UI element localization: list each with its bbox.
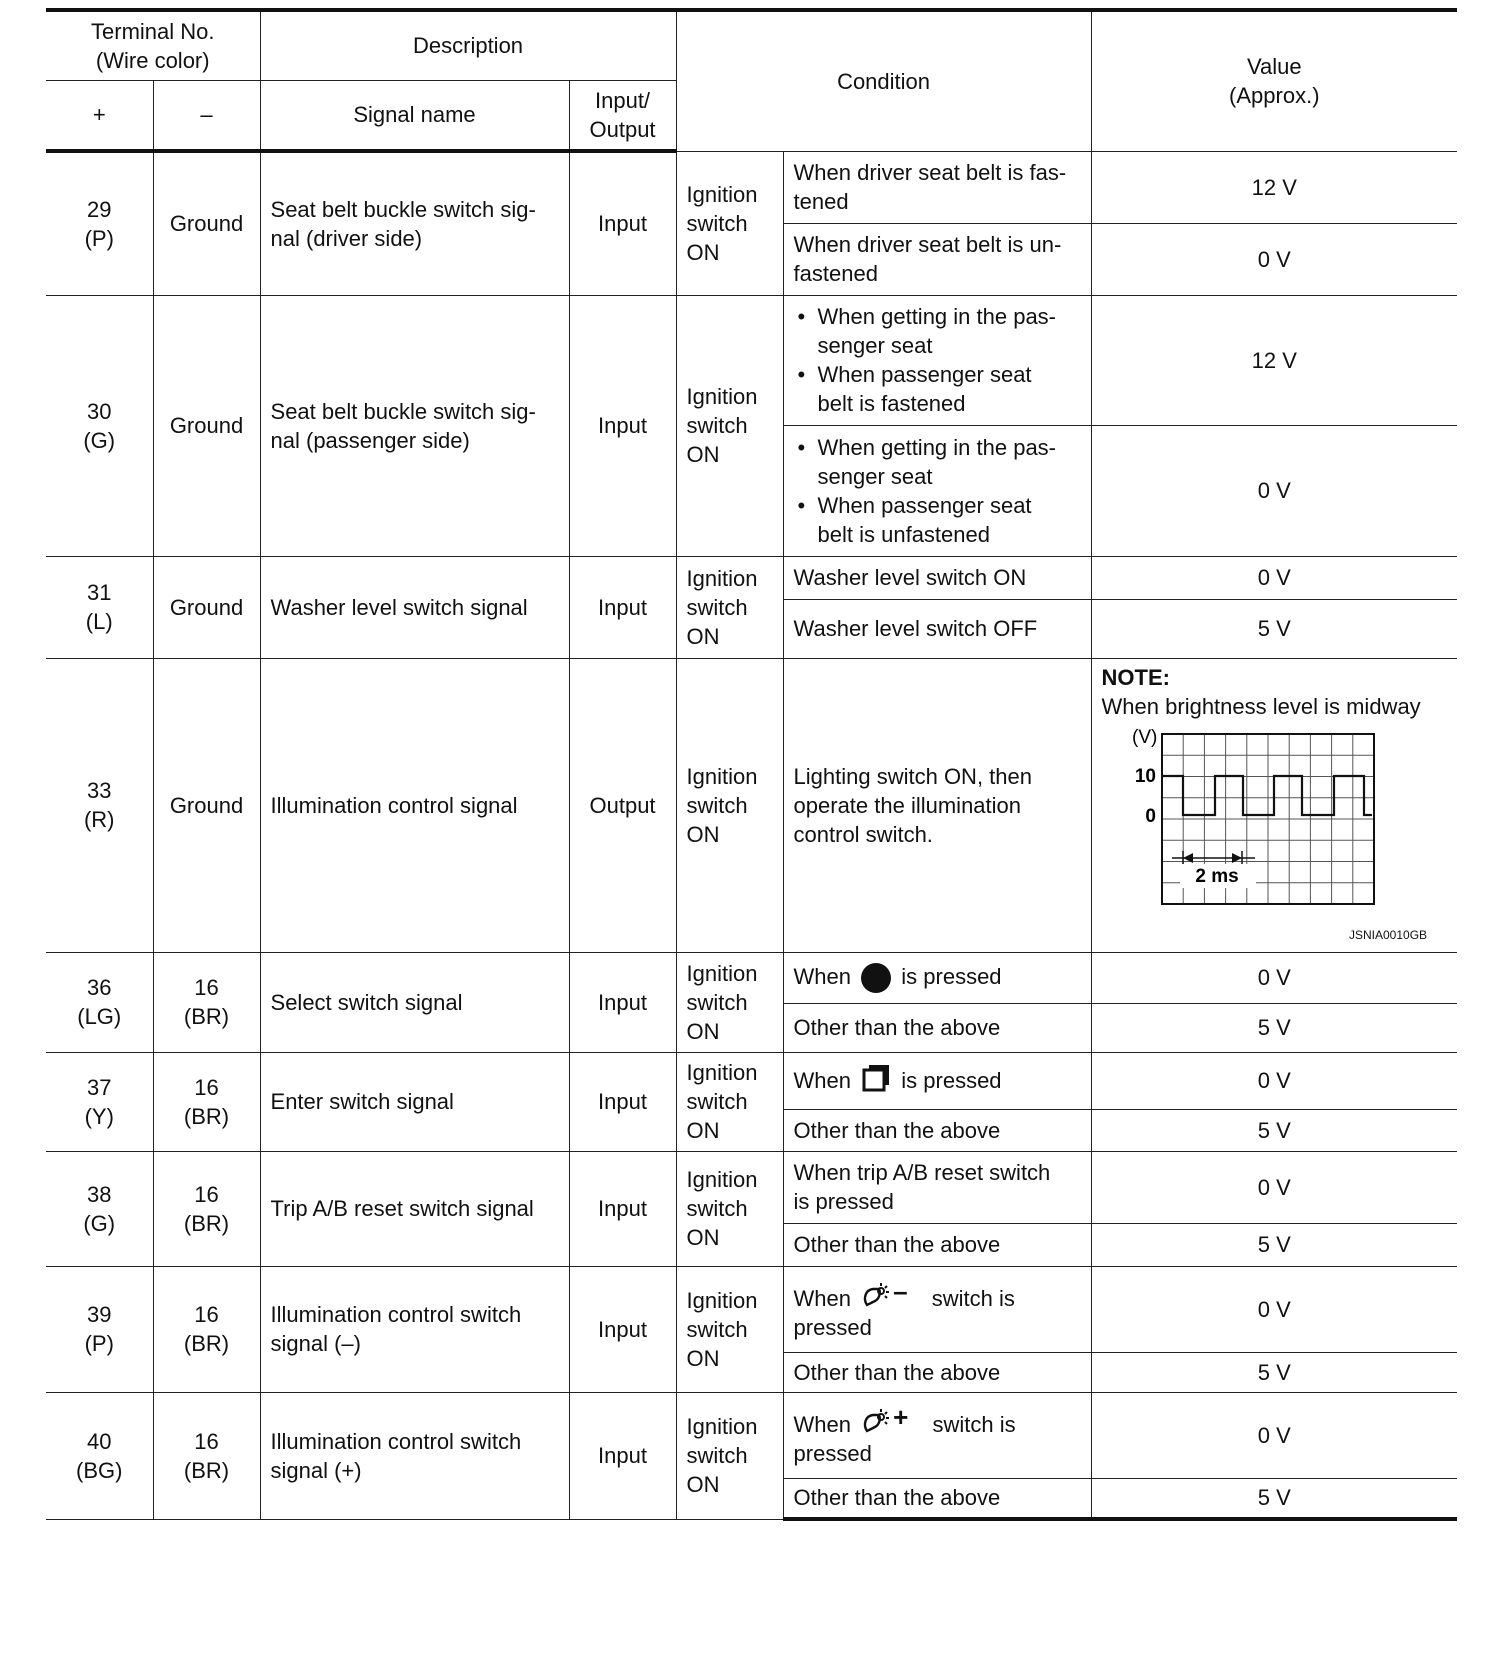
signal-name: Select switch signal [260,952,569,1052]
input-output: Input [569,1392,676,1519]
signal-name: Trip A/B reset switch signal [260,1151,569,1266]
value: 5 V [1091,599,1457,658]
note-title: NOTE: [1101,664,1170,690]
ignition-condition: Ignition switch ON [676,151,783,295]
bullet-item: • When passenger seat belt is fastened [794,360,1081,418]
terminal-plus: 36 (LG) [46,952,153,1052]
terminal-plus: 40 (BG) [46,1392,153,1519]
condition: When – switch is pressed [783,1266,1091,1352]
condition: When is pressed [783,1052,1091,1109]
table-row [46,295,1457,425]
value: 0 V [1091,952,1457,1003]
waveform-svg [1102,721,1442,927]
condition: Washer level switch OFF [783,599,1091,658]
waveform-unit: (V) [1131,726,1157,748]
input-output: Input [569,295,676,556]
signal-name: Washer level switch signal [260,556,569,658]
value: 5 V [1091,1223,1457,1266]
header-minus: – [153,80,260,151]
terminal-minus: Ground [153,658,260,952]
ignition-condition: Ignition switch ON [676,658,783,952]
terminal-plus: 29 (P) [46,151,153,295]
value: 0 V [1091,1052,1457,1109]
table-row [46,1151,1457,1223]
condition: When + switch is pressed [783,1392,1091,1478]
table-row [46,151,1457,223]
ignition-condition: Ignition switch ON [676,1392,783,1519]
condition: Other than the above [783,1352,1091,1392]
waveform-y-high: 10 [1134,765,1156,787]
condition: Other than the above [783,1223,1091,1266]
input-output: Input [569,151,676,295]
terminal-plus: 30 (G) [46,295,153,556]
value: 12 V [1091,151,1457,223]
bullet-item: • When passenger seat belt is unfastened [794,491,1081,549]
header-terminal: Terminal No. (Wire color) [46,10,260,80]
header-input-output: Input/ Output [569,80,676,151]
input-output: Output [569,658,676,952]
ignition-condition: Ignition switch ON [676,1266,783,1392]
square-icon [861,1063,891,1093]
terminal-plus: 31 (L) [46,556,153,658]
signal-name: Enter switch signal [260,1052,569,1151]
signal-name: Illumination control signal [260,658,569,952]
value: 0 V [1091,1151,1457,1223]
condition: Washer level switch ON [783,556,1091,599]
sign-plus: + [893,1401,909,1432]
signal-name: Illumination control switch signal (–) [260,1266,569,1392]
table-row [46,1392,1457,1478]
ignition-condition: Ignition switch ON [676,1052,783,1151]
table-row [46,556,1457,599]
illumination-minus-icon [861,1281,893,1309]
illumination-plus-icon [861,1407,893,1435]
terminal-spec-table [46,8,1457,1521]
header-value: Value (Approx.) [1091,10,1457,151]
ignition-condition: Ignition switch ON [676,1151,783,1266]
waveform-period-label: 2 ms [1194,865,1239,887]
terminal-minus: 16 (BR) [153,1392,260,1519]
value-note [1091,658,1457,952]
header-description: Description [260,10,676,80]
table-row [46,1266,1457,1352]
input-output: Input [569,952,676,1052]
condition: Lighting switch ON, then operate the illumination control switch. [783,658,1091,952]
condition: When trip A/B reset switch is pressed [783,1151,1091,1223]
signal-name: Seat belt buckle switch sig- nal (driver side) [260,151,569,295]
condition: When driver seat belt is fas- tened [783,151,1091,223]
value: 5 V [1091,1109,1457,1151]
value: 0 V [1091,425,1457,556]
header-condition: Condition [676,10,1091,151]
value: 5 V [1091,1352,1457,1392]
terminal-minus: 16 (BR) [153,1052,260,1151]
condition [783,295,1091,425]
waveform-y-low: 0 [1144,805,1156,827]
value: 5 V [1091,1478,1457,1519]
value: 0 V [1091,1392,1457,1478]
condition: Other than the above [783,1109,1091,1151]
waveform-trace [1162,776,1372,815]
value: 0 V [1091,223,1457,295]
input-output: Input [569,1266,676,1392]
ignition-condition: Ignition switch ON [676,952,783,1052]
terminal-minus: Ground [153,295,260,556]
table-row [46,658,1457,952]
terminal-minus: 16 (BR) [153,1266,260,1392]
figure-id: JSNIA0010GB [1349,927,1428,942]
input-output: Input [569,556,676,658]
terminal-plus: 39 (P) [46,1266,153,1392]
table-row [46,952,1457,1003]
table-row [46,1052,1457,1109]
header-signal-name: Signal name [260,80,569,151]
condition: Other than the above [783,1478,1091,1519]
terminal-minus: Ground [153,556,260,658]
input-output: Input [569,1151,676,1266]
terminal-minus: 16 (BR) [153,952,260,1052]
terminal-minus: Ground [153,151,260,295]
waveform-figure [1102,721,1448,927]
terminal-minus: 16 (BR) [153,1151,260,1266]
condition: Other than the above [783,1003,1091,1052]
value: 5 V [1091,1003,1457,1052]
value: 0 V [1091,1266,1457,1352]
note-text: When brightness level is midway [1101,693,1421,719]
ignition-condition: Ignition switch ON [676,556,783,658]
condition: When is pressed [783,952,1091,1003]
terminal-plus: 37 (Y) [46,1052,153,1151]
condition [783,425,1091,556]
ignition-condition: Ignition switch ON [676,295,783,556]
sign-minus: – [893,1275,908,1306]
signal-name: Seat belt buckle switch sig- nal (passenger side) [260,295,569,556]
signal-name: Illumination control switch signal (+) [260,1392,569,1519]
input-output: Input [569,1052,676,1151]
condition: When driver seat belt is un- fastened [783,223,1091,295]
terminal-plus: 33 (R) [46,658,153,952]
filled-circle-icon [861,963,891,993]
terminal-plus: 38 (G) [46,1151,153,1266]
header-plus: + [46,80,153,151]
bullet-item: • When getting in the pas- senger seat [794,433,1081,491]
value: 0 V [1091,556,1457,599]
bullet-item: • When getting in the pas- senger seat [794,302,1081,360]
value: 12 V [1091,295,1457,425]
